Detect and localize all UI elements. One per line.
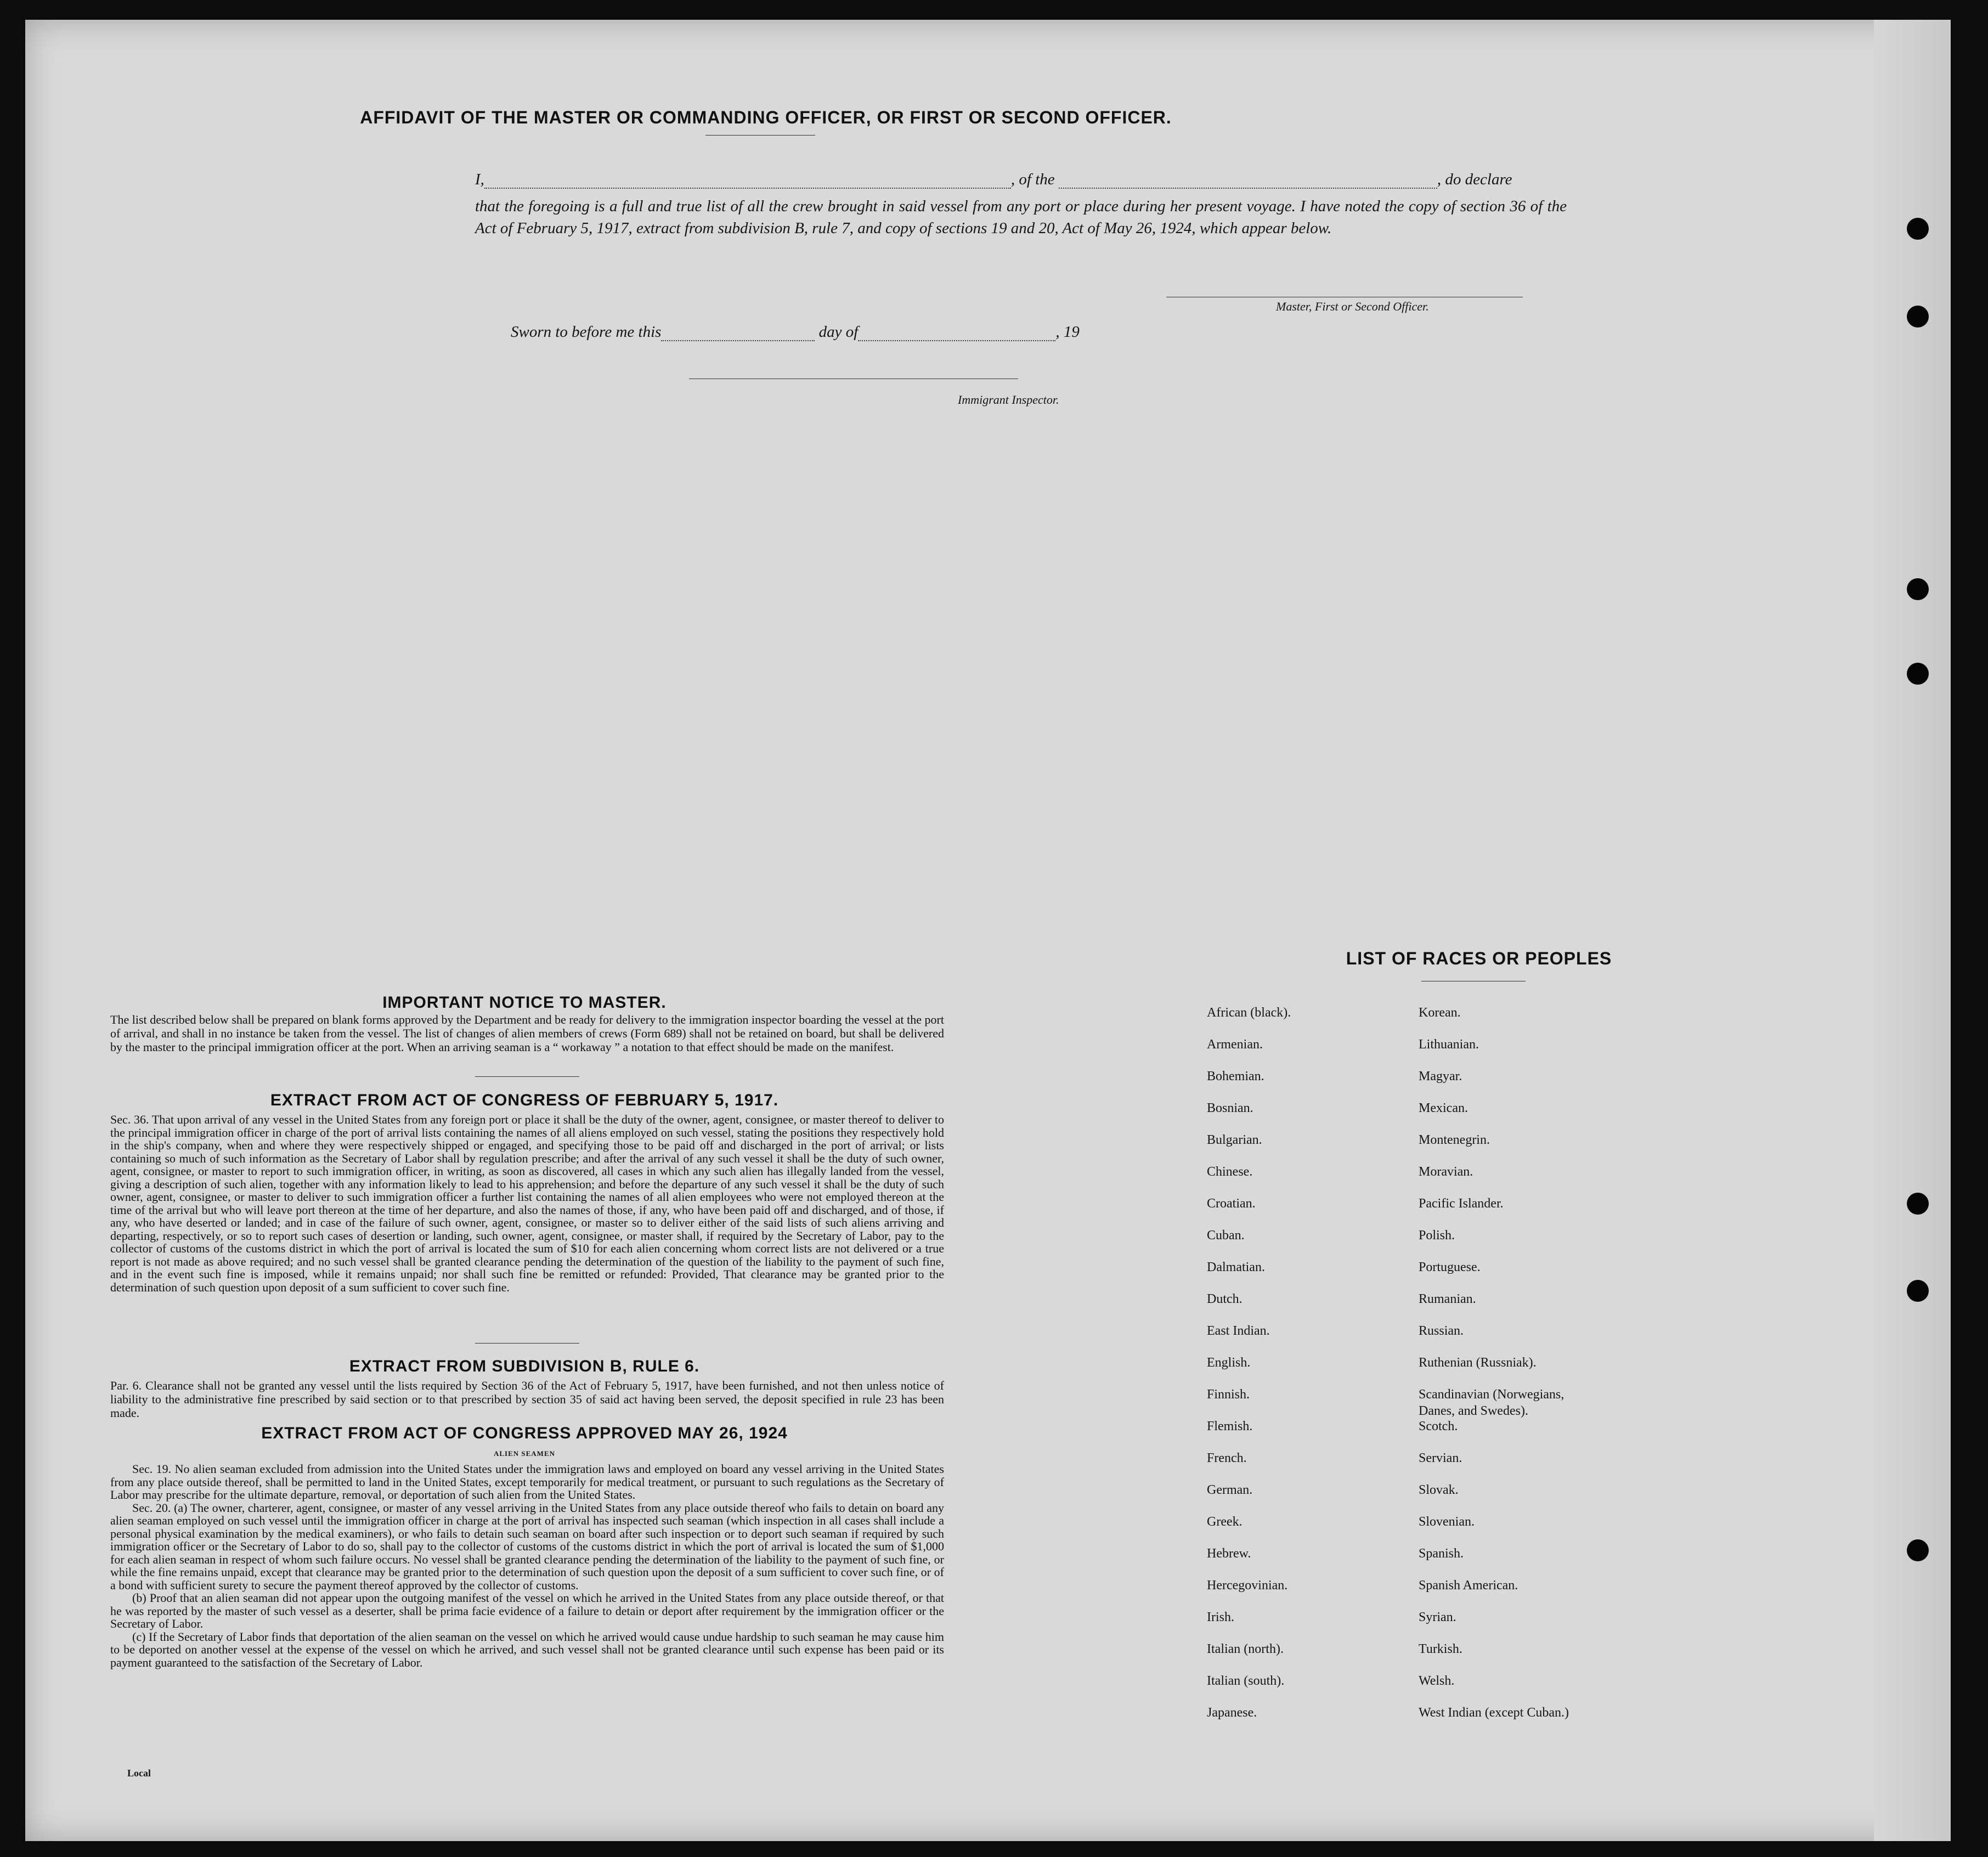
- race-item: French.: [1207, 1451, 1247, 1465]
- notice-title: IMPORTANT NOTICE TO MASTER.: [382, 994, 667, 1012]
- inspector-label: Immigrant Inspector.: [958, 393, 1059, 407]
- race-item: Ruthenian (Russniak).: [1419, 1356, 1537, 1370]
- vessel-blank[interactable]: [1059, 188, 1437, 189]
- race-item: Greek.: [1207, 1515, 1242, 1529]
- race-item: Bulgarian.: [1207, 1133, 1262, 1147]
- extract-1924-body: [110, 1463, 944, 1669]
- extract-1917-body: Sec. 36. That upon arrival of any vessel in the United States from any foreign port or place it shall be the duty of the owner, agent, consignee, or master thereof to deliver to the principal immigration officer in charge of the port of arrival lists containing the names of all aliens employed on such vessel, stating the positions they respectively hold in the ship's company, when and where they were respectively shipped or engaged, and specifying those to be paid off and discharged in the port of arrival; or lists containing so much of such information as the Secretary of Labor shall by regulation prescribe; and after the arrival of any such vessel it shall be the duty of such owner, agent, consignee, or master to report to such immigration officer, in writing, as soon as discovered, all cases in which any such alien has illegally landed from the vessel, giving a description of such alien, together with any information likely to lead to his apprehension; and before the departure of any such vessel it shall be the duty of such owner, agent, consignee, or master to deliver to such immigration officer a further list containing the names of all alien employees who were not employed thereon at the time of the arrival but who will leave port thereon at the time of her departure, and also the names of those, if any, who have been paid off and discharged, and of those, if any, who have deserted or landed; and in case of the failure of such owner, agent, consignee, or master so to deliver either of the said lists of such aliens arriving and departing, respectively, or so to report such cases of desertion or landing, such owner, agent, consignee, or master shall, if required by the Secretary of Labor, pay to the collector of customs of the customs district in which the port of arrival is located the sum of $10 for each alien concerning whom correct lists are not delivered or a true report is not made as above required; and no such vessel shall be granted clearance pending the determination of the question of the liability to the payment of such fine, and in the event such fine is imposed, while it remains unpaid; nor shall such fine be remitted or refunded: Provided, That clearance may be granted prior to the determination of such question upon deposit of a sum sufficient to cover such fine.: [110, 1113, 944, 1294]
- race-item: Bosnian.: [1207, 1101, 1253, 1115]
- race-item: Bohemian.: [1207, 1069, 1264, 1083]
- race-item: Chinese.: [1207, 1165, 1253, 1179]
- do-declare-label: , do declare: [1437, 171, 1512, 188]
- bleed-through-margin: [1874, 20, 1951, 1841]
- punch-hole: [1907, 218, 1929, 240]
- name-blank[interactable]: [484, 188, 1011, 189]
- race-item: Croatian.: [1207, 1196, 1256, 1211]
- section-20a: Sec. 20. (a) The owner, charterer, agent, consignee, or master of any vessel arriving in the United States from any place outside thereof who fails to detain on board any alien seaman employed on such vessel until the immigration officer in charge at the port of arrival has inspected such seaman (which inspection in all cases shall include a personal physical examination by the medical examiners), or who fails to detain such seaman on board after such inspection or to deport such seaman if required by such immigration officer or the Secretary of Labor to do so, shall pay to the collector of customs of the customs district in which the port of arrival is located the sum of $1,000 for each alien seaman in respect of whom such failure occurs. No vessel shall be granted clearance pending the determination of the liability to the payment of such fine, or while the fine remains unpaid, except that clearance may be granted prior to the determination of such question upon the deposit of a sum sufficient to cover such fine, or of a bond with sufficient surety to secure the payment thereof approved by the collector of customs.: [110, 1500, 944, 1592]
- title-divider: [705, 135, 815, 136]
- alien-seamen-subtitle: ALIEN SEAMEN: [493, 1449, 556, 1458]
- race-item: Italian (south).: [1207, 1674, 1285, 1688]
- sworn-day-blank[interactable]: [661, 340, 815, 341]
- race-item: Magyar.: [1419, 1069, 1462, 1083]
- race-item: Scotch.: [1419, 1419, 1458, 1433]
- divider: [475, 1076, 579, 1077]
- race-item: Scandinavian (Norwegians, Danes, and Swedes).: [1419, 1387, 1565, 1418]
- race-item: Pacific Islander.: [1419, 1196, 1504, 1211]
- race-item: Finnish.: [1207, 1387, 1250, 1402]
- race-item: East Indian.: [1207, 1324, 1270, 1338]
- race-item: Welsh.: [1419, 1674, 1455, 1688]
- race-item: Slovenian.: [1419, 1515, 1475, 1529]
- race-item: Syrian.: [1419, 1610, 1456, 1624]
- punch-hole: [1907, 663, 1929, 685]
- race-item: African (black).: [1207, 1006, 1291, 1020]
- race-item: Moravian.: [1419, 1165, 1473, 1179]
- punch-hole: [1907, 1539, 1929, 1561]
- race-item: Russian.: [1419, 1324, 1464, 1338]
- section-20b: (b) Proof that an alien seaman did not appear upon the outgoing manifest of the vessel on which he arrived in the United States from any place outside thereof, or that he was reported by the master of such vessel as a deserter, shall be prima facie evidence of a failure to detain or deport after requirement by the immigration officer or the Secretary of Labor.: [110, 1591, 944, 1630]
- sworn-line: [511, 323, 1279, 341]
- race-item: Italian (north).: [1207, 1642, 1284, 1656]
- race-item: Flemish.: [1207, 1419, 1253, 1433]
- race-item: Mexican.: [1419, 1101, 1468, 1115]
- master-signature-label: Master, First or Second Officer.: [1276, 300, 1429, 313]
- affidavit-declaration-line: [475, 171, 1567, 189]
- punch-hole: [1907, 1280, 1929, 1302]
- race-item: Dutch.: [1207, 1292, 1242, 1306]
- race-item: English.: [1207, 1356, 1251, 1370]
- of-the-label: , of the: [1010, 171, 1055, 188]
- race-item: Slovak.: [1419, 1483, 1459, 1497]
- affidavit-body: that the foregoing is a full and true list of all the crew brought in said vessel from any port or place during her present voyage. I have noted the copy of section 36 of the Act of February 5, 1917, extract from subdivision B, rule 7, and copy of sections 19 and 20, Act of May 26, 1924, which appear below.: [475, 197, 1567, 237]
- section-19: Sec. 19. No alien seaman excluded from admission into the United States under the immigration laws and employed on board any vessel arriving in the United States from any place outside thereof, shall be permitted to land in the United States, except temporarily for medical treatment, or pursuant to such regulations as the Secretary of Labor may prescribe for the ultimate departure, removal, or deportation of such alien from the United States.: [110, 1462, 944, 1502]
- day-of-label: day of: [818, 323, 859, 341]
- affidavit-title: AFFIDAVIT OF THE MASTER OR COMMANDING OFFICER, OR FIRST OR SECOND OFFICER.: [360, 108, 1172, 127]
- race-item: Polish.: [1419, 1228, 1455, 1243]
- sworn-month-blank[interactable]: [858, 340, 1055, 341]
- race-item: Portuguese.: [1419, 1260, 1481, 1274]
- race-item: Hercegovinian.: [1207, 1578, 1288, 1593]
- extract-1917-title: EXTRACT FROM ACT OF CONGRESS OF FEBRUARY 5, 1917.: [270, 1091, 779, 1109]
- races-left-column: [1207, 1004, 1415, 1736]
- punch-hole: [1907, 1193, 1929, 1215]
- rule-6-title: EXTRACT FROM SUBDIVISION B, RULE 6.: [349, 1357, 700, 1375]
- race-item: Spanish.: [1419, 1546, 1464, 1561]
- race-item: Hebrew.: [1207, 1546, 1251, 1561]
- race-item: Armenian.: [1207, 1037, 1263, 1052]
- races-title: LIST OF RACES OR PEOPLES: [1346, 949, 1612, 968]
- notice-body: The list described below shall be prepared on blank forms approved by the Department and be ready for delivery to the immigration inspector boarding the vessel at the port of arrival, and shall in no instance be taken from the vessel. The list of changes of alien members of crews (Form 689) shall not be retained on board, but shall be delivered by the master to the principal immigration officer at the port. When an arriving seaman is a “ workaway ” a notation to that effect should be made on the manifest.: [110, 1013, 944, 1054]
- punch-hole: [1907, 578, 1929, 600]
- race-item: Cuban.: [1207, 1228, 1245, 1243]
- race-item: German.: [1207, 1483, 1253, 1497]
- rule-6-body: Par. 6. Clearance shall not be granted any vessel until the lists required by Section 36 of the Act of February 5, 1917, have been furnished, and not then unless notice of liability to the administrative fine prescribed by said section or to that prescribed by section 35 of said act having been served, the deposit specified in rule 23 has been made.: [110, 1379, 944, 1420]
- year-label: , 19: [1055, 323, 1080, 341]
- document-page: [25, 20, 1951, 1841]
- section-20c: (c) If the Secretary of Labor finds that deportation of the alien seaman on the vessel on which he arrived would cause undue hardship to such seaman he may cause him to be deported on another vessel at the expense of the vessel on which he arrived, and such vessel shall not be granted clearance until such expense has been paid or its payment guaranteed to the satisfaction of the Secretary of Labor.: [110, 1629, 944, 1669]
- race-item: Japanese.: [1207, 1706, 1257, 1720]
- races-right-column: [1419, 1004, 1726, 1736]
- race-item: Servian.: [1419, 1451, 1462, 1465]
- race-item: Montenegrin.: [1419, 1133, 1490, 1147]
- footer-local-label: Local: [127, 1768, 151, 1779]
- race-item: Spanish American.: [1419, 1578, 1518, 1593]
- race-item: Rumanian.: [1419, 1292, 1476, 1306]
- i-label: I,: [475, 171, 484, 188]
- race-item: Turkish.: [1419, 1642, 1462, 1656]
- race-item: Irish.: [1207, 1610, 1234, 1624]
- race-item: Korean.: [1419, 1006, 1461, 1020]
- race-item: West Indian (except Cuban.): [1419, 1706, 1569, 1720]
- extract-1924-title: EXTRACT FROM ACT OF CONGRESS APPROVED MAY 26, 1924: [261, 1424, 788, 1442]
- punch-hole: [1907, 306, 1929, 328]
- race-item: Lithuanian.: [1419, 1037, 1479, 1052]
- race-item: Dalmatian.: [1207, 1260, 1265, 1274]
- divider: [475, 1343, 579, 1344]
- sworn-label: Sworn to before me this: [511, 323, 662, 341]
